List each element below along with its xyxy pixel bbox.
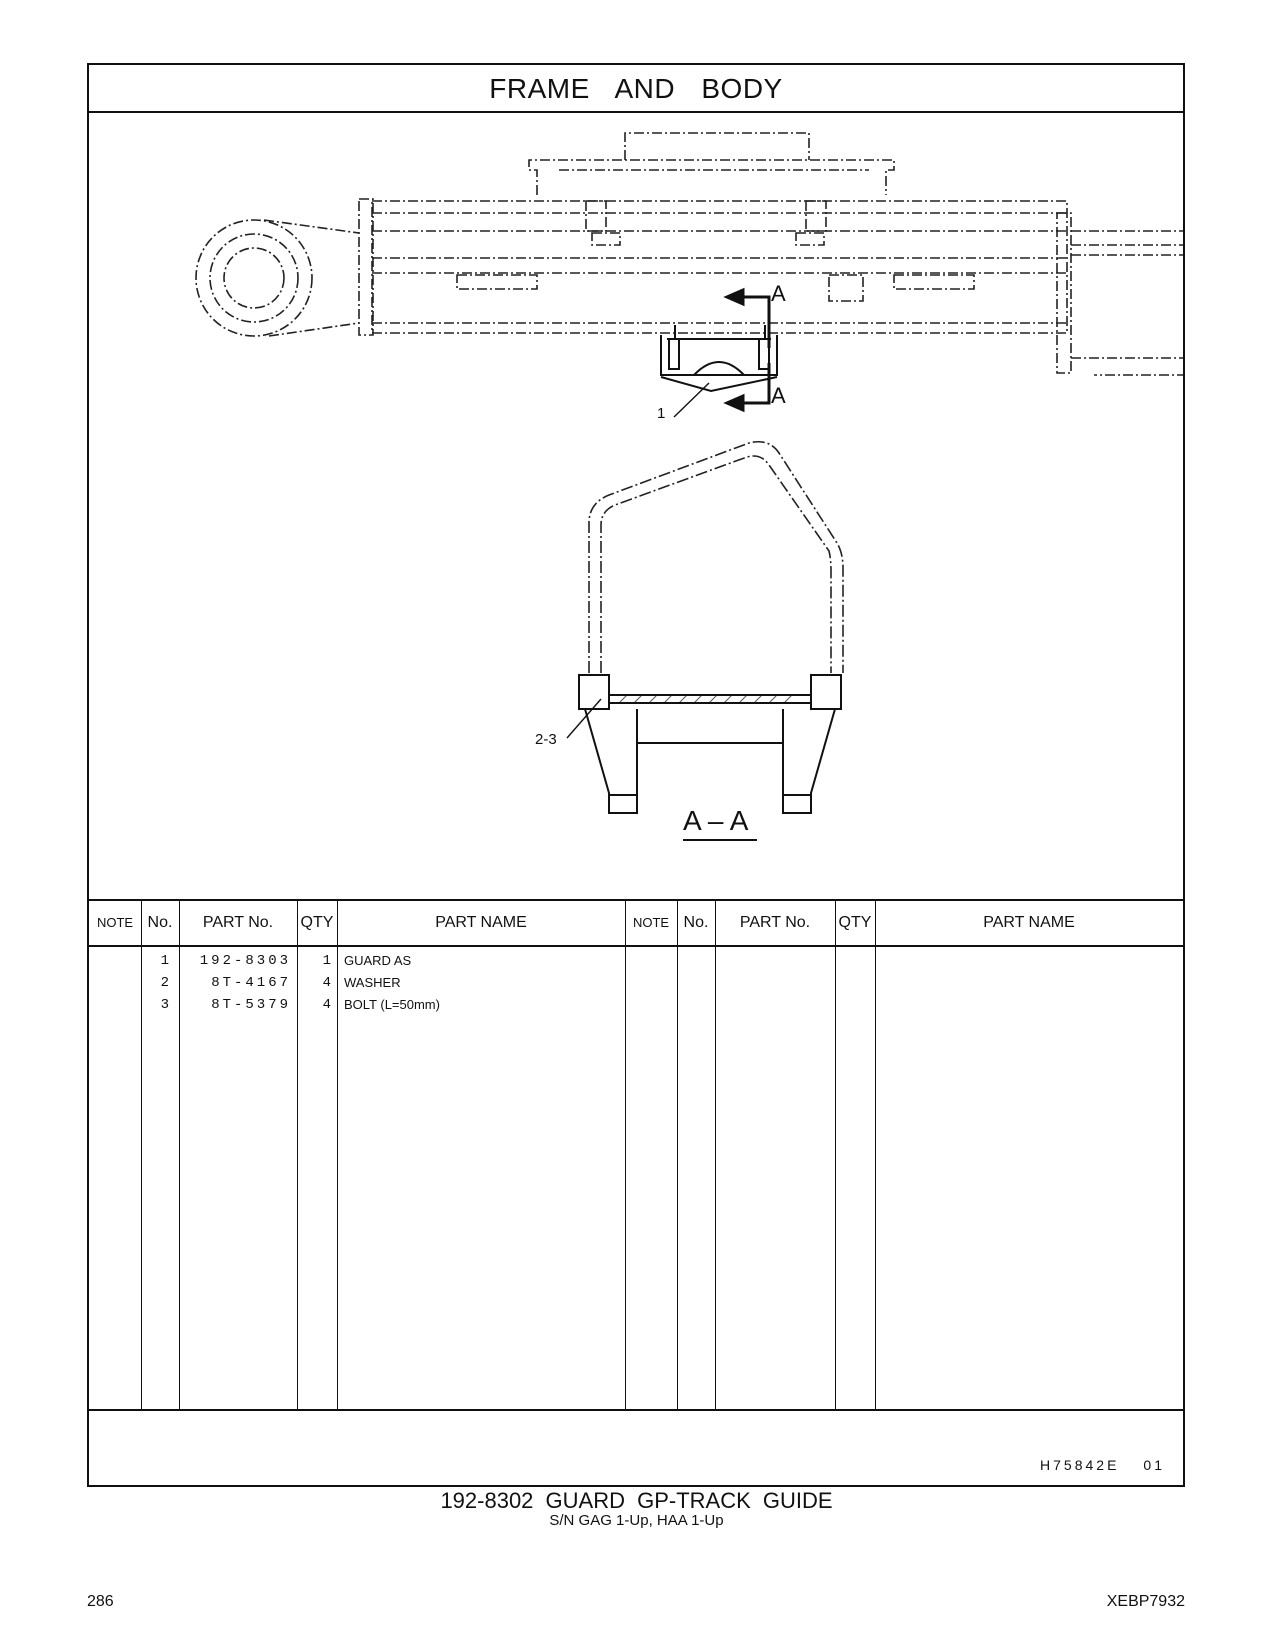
row-qty: 4: [322, 997, 331, 1013]
header-qty-2: QTY: [838, 914, 872, 931]
callout-2-3: 2-3: [535, 731, 557, 748]
parts-illustration: [89, 113, 1183, 899]
row-part-name: BOLT (L=50mm): [344, 997, 440, 1012]
parts-table: [89, 899, 1183, 1409]
header-part-name-2: PART NAME: [983, 914, 1075, 931]
row-part-no: 192-8303: [199, 953, 291, 969]
section-marker-top: A: [771, 281, 786, 306]
group-title: 192-8302 GUARD GP-TRACK GUIDE: [440, 1488, 833, 1513]
table-row: [89, 953, 1183, 975]
row-qty: 4: [322, 975, 331, 991]
row-no: 1: [160, 953, 169, 969]
illustration-svg: [89, 113, 1183, 899]
page-number: 286: [87, 1593, 114, 1610]
header-qty: QTY: [300, 914, 334, 931]
drawing-code: [1040, 1457, 1165, 1473]
header-note: NOTE: [96, 915, 134, 930]
drawing-id: H75842E: [1040, 1457, 1120, 1473]
table-row: [89, 997, 1183, 1019]
row-part-name: WASHER: [344, 975, 401, 990]
drawing-revision: 01: [1143, 1457, 1165, 1473]
row-qty: 1: [322, 953, 331, 969]
row-no: 2: [160, 975, 169, 991]
header-part-name: PART NAME: [435, 914, 527, 931]
section-label: A – A: [683, 805, 749, 836]
catalog-frame: [87, 63, 1185, 1487]
notes-area: [89, 1409, 1183, 1485]
row-part-no: 8T-5379: [211, 997, 291, 1013]
header-note-2: NOTE: [632, 915, 670, 930]
header-part-no-2: PART No.: [739, 914, 811, 931]
row-part-name: GUARD AS: [344, 953, 412, 968]
table-header: [89, 901, 1183, 947]
row-part-no: 8T-4167: [211, 975, 291, 991]
section-marker-bottom: A: [771, 383, 786, 408]
header-part-no: PART No.: [202, 914, 274, 931]
serial-numbers: S/N GAG 1-Up, HAA 1-Up: [549, 1512, 724, 1529]
row-no: 3: [160, 997, 169, 1013]
table-row: [89, 975, 1183, 997]
publication-number: XEBP7932: [1106, 1593, 1185, 1610]
callout-1: 1: [657, 405, 666, 422]
header-no-2: No.: [683, 914, 709, 931]
header-no: No.: [147, 914, 173, 931]
page-title: FRAME AND BODY: [89, 65, 1183, 113]
